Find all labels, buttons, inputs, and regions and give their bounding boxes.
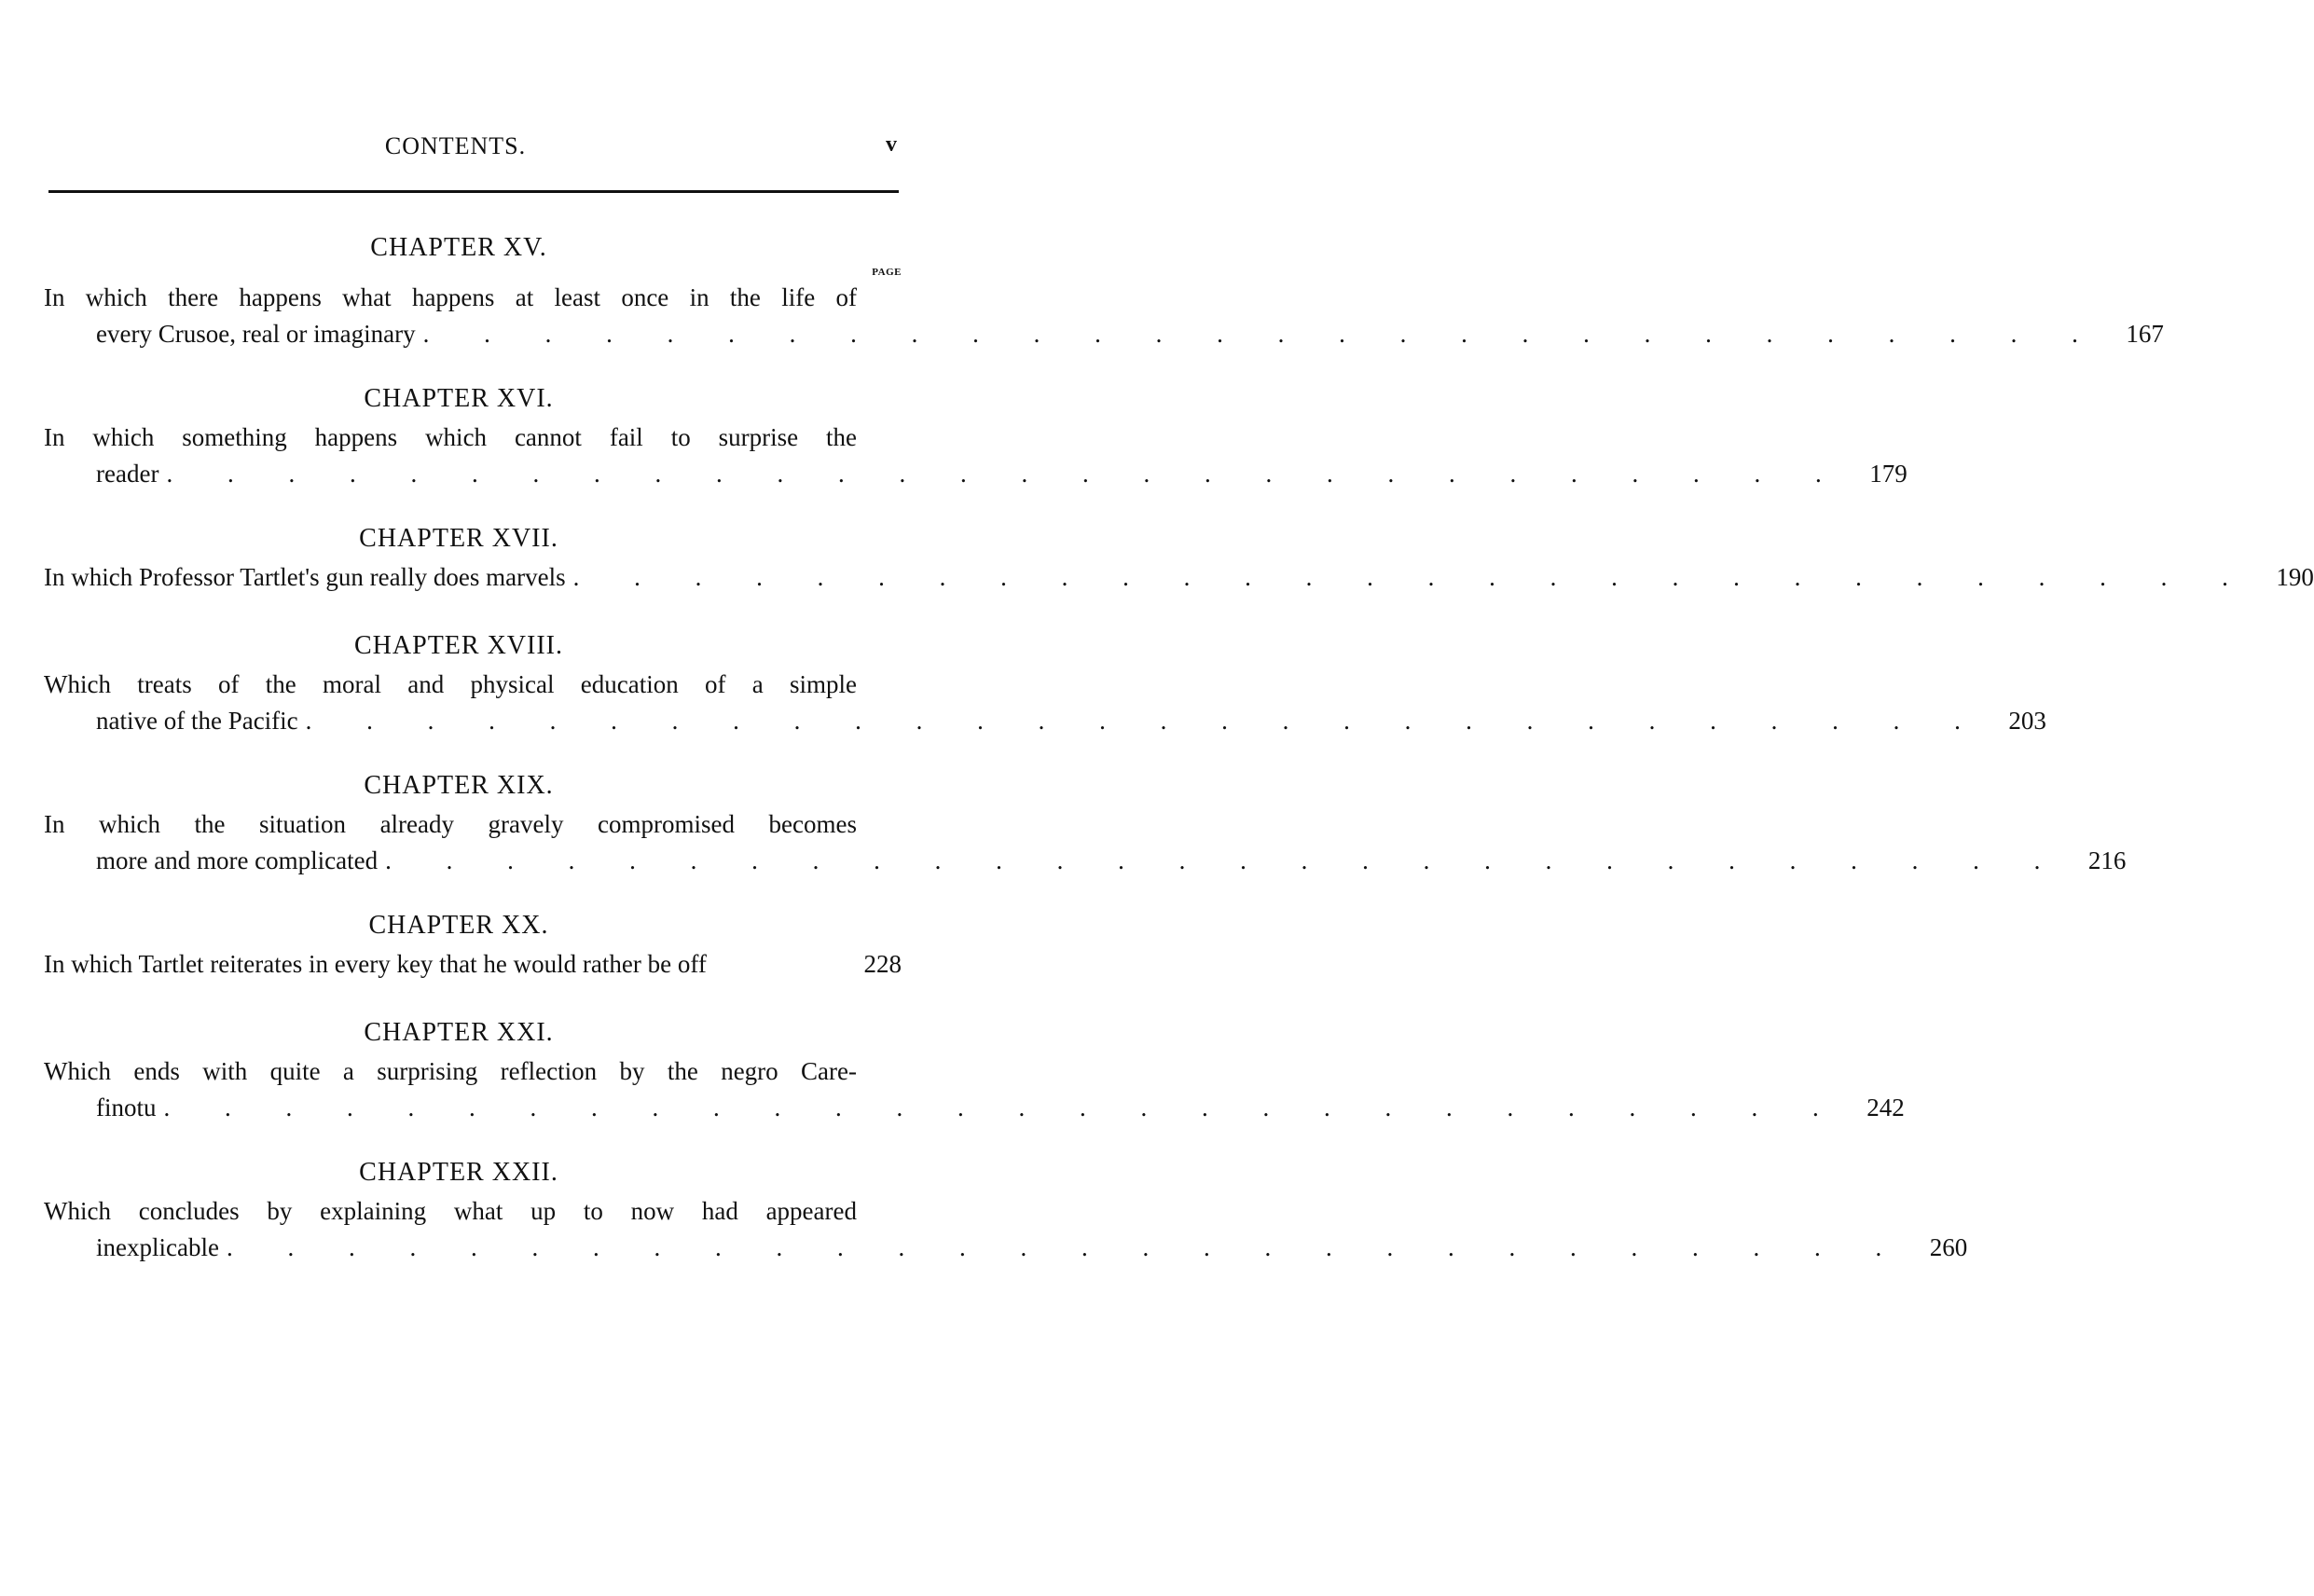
entry-title-continuation: every Crusoe, real or imaginary	[96, 320, 416, 348]
entry-title-line: Which ends with quite a surprising reflection by the negro Care-	[44, 1057, 857, 1085]
entry-single-line	[44, 559, 2314, 596]
dot-leader: . . . . . . . . . . . . . . . . . . . . . . . . . . . .	[385, 846, 2065, 874]
toc-entry	[44, 946, 902, 983]
page-number: 203	[2008, 707, 2046, 735]
entry-title-continuation: inexplicable	[96, 1233, 219, 1261]
entry-title-line: In which there happens what happens at least once in the life of	[44, 283, 857, 311]
chapter-heading: CHAPTER XVIII.	[354, 631, 563, 660]
running-head	[0, 132, 948, 170]
chapter-heading: CHAPTER XIX.	[364, 771, 554, 800]
chapter-heading: CHAPTER XXII.	[359, 1158, 558, 1187]
toc-entry	[44, 806, 2127, 879]
dot-leader: . . . . . . . . . . . . . . . . . . . . . . . . . . . .	[305, 707, 1985, 735]
dot-leader: . . . . . . . . . . . . . . . . . . . . . . . . . . . .	[572, 563, 2252, 591]
toc-entry	[44, 559, 2314, 596]
dot-leader: . . . . . . . . . . . . . . . . . . . . . . . . . . . .	[163, 1094, 1843, 1121]
toc-chapter-xv	[44, 233, 2164, 352]
entry-last-line	[44, 316, 2164, 352]
toc-entry	[44, 667, 2046, 739]
chapter-heading: CHAPTER XV.	[370, 233, 547, 262]
entry-title-continuation: finotu	[96, 1094, 157, 1121]
toc-chapter-xvi	[44, 384, 1908, 492]
entry-last-line	[44, 703, 2046, 739]
toc-entry	[44, 420, 1908, 492]
entry-title-line: In which Professor Tartlet's gun really does marvels	[44, 563, 566, 591]
entry-last-line	[44, 1090, 1905, 1126]
header-rule	[48, 190, 899, 193]
entry-title-line: In which Tartlet reiterates in every key that he would rather be off	[44, 950, 707, 978]
entry-title-continuation: reader	[96, 460, 159, 488]
page-number: 242	[1866, 1094, 1905, 1121]
page-number: 216	[2087, 846, 2127, 874]
toc-chapter-xxii	[44, 1158, 1968, 1266]
entry-title-line: Which concludes by explaining what up to now had appeared	[44, 1197, 857, 1225]
table-of-contents	[44, 233, 2314, 1266]
toc-chapter-xix	[44, 771, 2127, 879]
chapter-heading: CHAPTER XVI.	[364, 384, 554, 413]
entry-single-line	[44, 946, 902, 983]
chapter-heading: CHAPTER XVII.	[359, 524, 558, 553]
toc-entry	[44, 280, 2164, 352]
toc-chapter-xxi	[44, 1018, 1905, 1126]
dot-leader: . . . . . . . . . . . . . . . . . . . . . . . . . . . .	[422, 320, 2102, 348]
page-numeral: v	[886, 132, 897, 157]
entry-title-line: Which treats of the moral and physical education of a simple	[44, 670, 857, 698]
page-column-label: PAGE	[872, 267, 902, 278]
dot-leader: . . . . . . . . . . . . . . . . . . . . . . . . . . . .	[166, 460, 1846, 488]
page-number: 179	[1869, 460, 1908, 488]
dot-leader: . . . . . . . . . . . . . . . . . . . . . . . . . . . .	[226, 1233, 1907, 1261]
chapter-heading: CHAPTER XXI.	[364, 1018, 554, 1047]
toc-chapter-xvii	[44, 524, 2314, 596]
page-number: 167	[2126, 320, 2164, 348]
chapter-heading: CHAPTER XX.	[368, 911, 549, 940]
running-title: CONTENTS.	[384, 132, 527, 159]
entry-last-line	[44, 843, 2127, 879]
entry-last-line	[44, 456, 1908, 492]
toc-chapter-xx	[44, 913, 902, 983]
entry-title-continuation: native of the Pacific	[96, 707, 298, 735]
toc-entry	[44, 1053, 1905, 1126]
entry-last-line	[44, 1230, 1968, 1266]
toc-entry	[44, 1193, 1968, 1266]
entry-title-line: In which something happens which cannot fail to surprise the	[44, 423, 857, 451]
page-number: 260	[1929, 1233, 1968, 1261]
toc-chapter-xviii	[44, 631, 2046, 739]
entry-title-continuation: more and more complicated	[96, 846, 379, 874]
page-number: 228	[863, 950, 902, 978]
page-number: 190	[2276, 563, 2314, 591]
entry-title-line: In which the situation already gravely compromised becomes	[44, 810, 857, 838]
